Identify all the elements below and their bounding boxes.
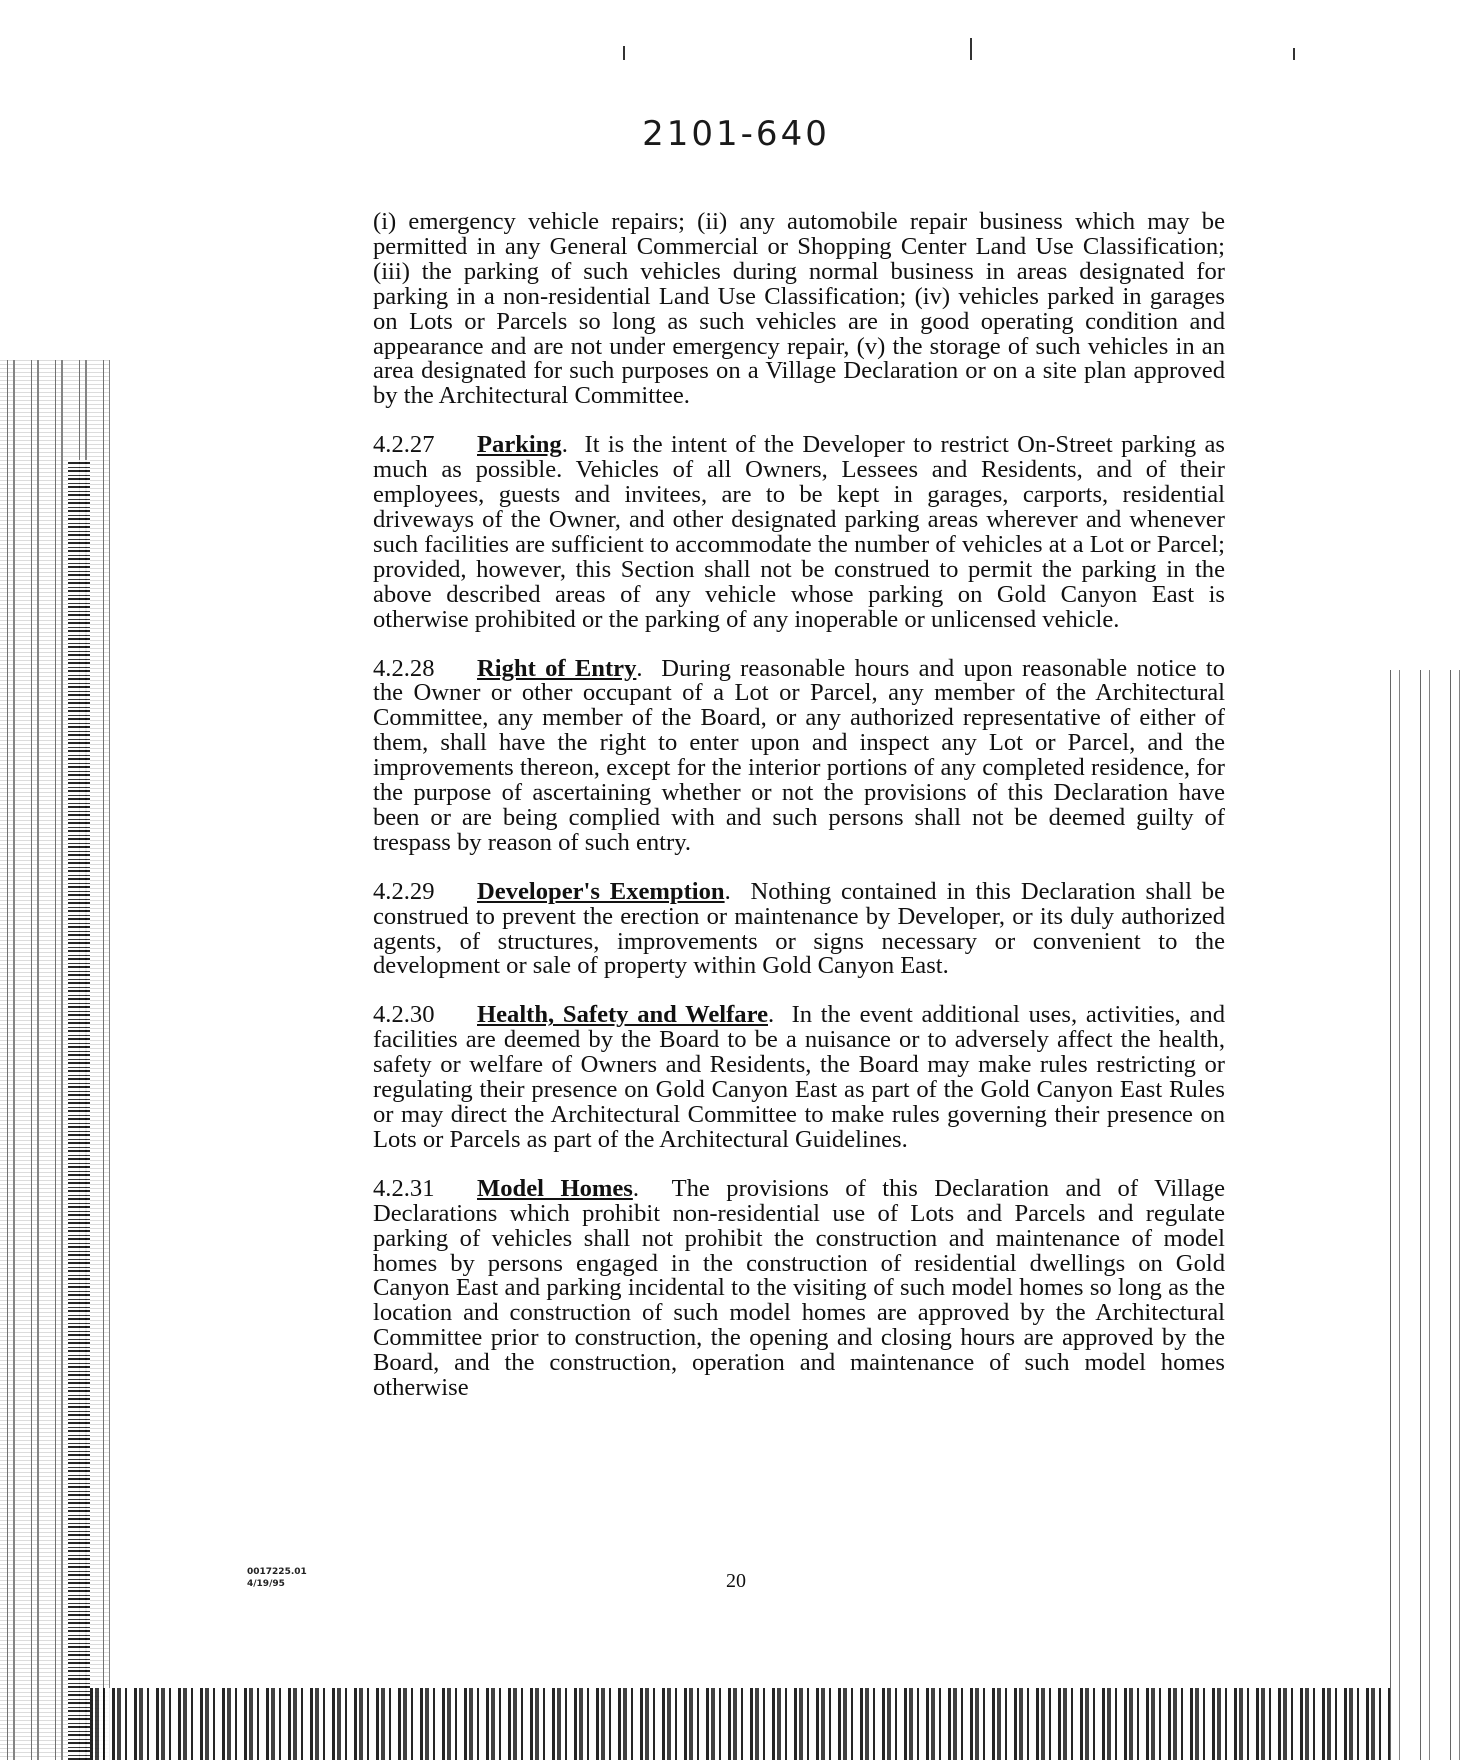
- section-title: Right of Entry: [477, 654, 637, 682]
- section-text: The provisions of this Declaration and of Village Declarations which prohibit non-residential use of Lots and Parcels and regulate parking of vehicles shall not prohibit the construction and maintenance of model homes by persons engaged in the construction of residential dwellings on Gold Canyon East and parking incidental to the visiting of such model homes so long as the location and construction of such model homes are approved by the Architectural Committee prior to construction, the opening and closing hours are approved by the Board, and the construction, operation and maintenance of such model homes otherwise: [373, 1174, 1225, 1402]
- section-title-period: .: [724, 877, 751, 905]
- scan-noise-bottom: [90, 1688, 1390, 1760]
- document-stamp-number: 2101-640: [642, 114, 830, 154]
- section-4-2-30: [373, 1003, 1225, 1152]
- section-title-period: .: [636, 654, 662, 682]
- section-title: Parking: [477, 431, 562, 459]
- section-title: Developer's Exemption: [477, 877, 725, 905]
- paragraph-text: (i) emergency vehicle repairs; (ii) any automobile repair business which may be permitted in any General Commercial or Shopping Center Land Use Classification; (iii) the parking of such vehicles during normal business in areas designated for parking in a non-residential Land Use Classification; (iv) vehicles parked in garages on Lots or Parcels so long as such vehicles are in good operating condition and appearance and are not under emergency repair, (v) the storage of such vehicles in an area designated for such purposes on a Village Declaration or on a site plan approved by the Architectural Committee.: [373, 208, 1225, 410]
- section-number: 4.2.28: [373, 654, 435, 682]
- section-4-2-28: [373, 654, 1225, 856]
- document-body: [373, 210, 1225, 1425]
- scan-noise-left-dense: [68, 460, 90, 1760]
- section-4-2-27: [373, 433, 1225, 632]
- section-number: 4.2.29: [373, 877, 435, 905]
- section-4-2-31: [373, 1174, 1225, 1402]
- section-title: Model Homes: [477, 1174, 633, 1202]
- scan-noise-right: [1380, 670, 1472, 1760]
- section-number: 4.2.27: [373, 431, 435, 459]
- section-text: Nothing contained in this Declaration shall be construed to prevent the erection or maintenance by Developer, or its duly authorized agents, of structures, improvements or signs necessary or convenient to the development or sale of property within Gold Canyon East.: [373, 877, 1225, 980]
- section-number: 4.2.31: [373, 1174, 435, 1202]
- section-title: Health, Safety and Welfare: [477, 1001, 768, 1029]
- section-text: It is the intent of the Developer to restrict On-Street parking as much as possible. Vehicles of all Owners, Lessees and Residents, and of their employees, guests and invitees, are to be kept in garages, carports, residential driveways of the Owner, and other designated parking areas wherever and whenever such facilities are sufficient to accommodate the number of vehicles at a Lot or Parcel; provided, however, this Section shall not be construed to permit the parking in the above described areas of any vehicle whose parking on Gold Canyon East is otherwise prohibited or the parking of any inoperable or unlicensed vehicle.: [373, 431, 1225, 633]
- footer-date: 4/19/95: [247, 1579, 285, 1589]
- section-number: 4.2.30: [373, 1001, 435, 1029]
- scan-tick: [1293, 48, 1295, 60]
- section-title-period: .: [768, 1001, 792, 1029]
- paragraph-continuation: [373, 210, 1225, 409]
- section-title-period: .: [561, 431, 585, 459]
- section-text: In the event additional uses, activities, and facilities are deemed by the Board to be a nuisance or to adversely affect the health, safety or welfare of Owners and Residents, the Board may make rules restricting or regulating their presence on Gold Canyon East as part of the Gold Canyon East Rules or may direct the Architectural Committee to make rules governing their presence on Lots or Parcels as part of the Architectural Guidelines.: [373, 1001, 1225, 1153]
- section-text: During reasonable hours and upon reasonable notice to the Owner or other occupant of a Lot or Parcel, any member of the Architectural Committee, any member of the Board, or any authorized representative of either of them, shall have the right to enter upon and inspect any Lot or Parcel, and the improvements thereon, except for the interior portions of any completed residence, for the purpose of ascertaining whether or not the provisions of this Declaration have been or are being complied with and such persons shall not be deemed guilty of trespass by reason of such entry.: [373, 654, 1225, 856]
- page-number: 20: [726, 1570, 746, 1592]
- scan-tick: [970, 38, 972, 60]
- scan-tick: [623, 46, 625, 60]
- scan-noise-left: [0, 360, 110, 1760]
- footer-doc-number: 0017225.01: [247, 1567, 307, 1577]
- section-4-2-29: [373, 877, 1225, 980]
- section-title-period: .: [632, 1174, 672, 1202]
